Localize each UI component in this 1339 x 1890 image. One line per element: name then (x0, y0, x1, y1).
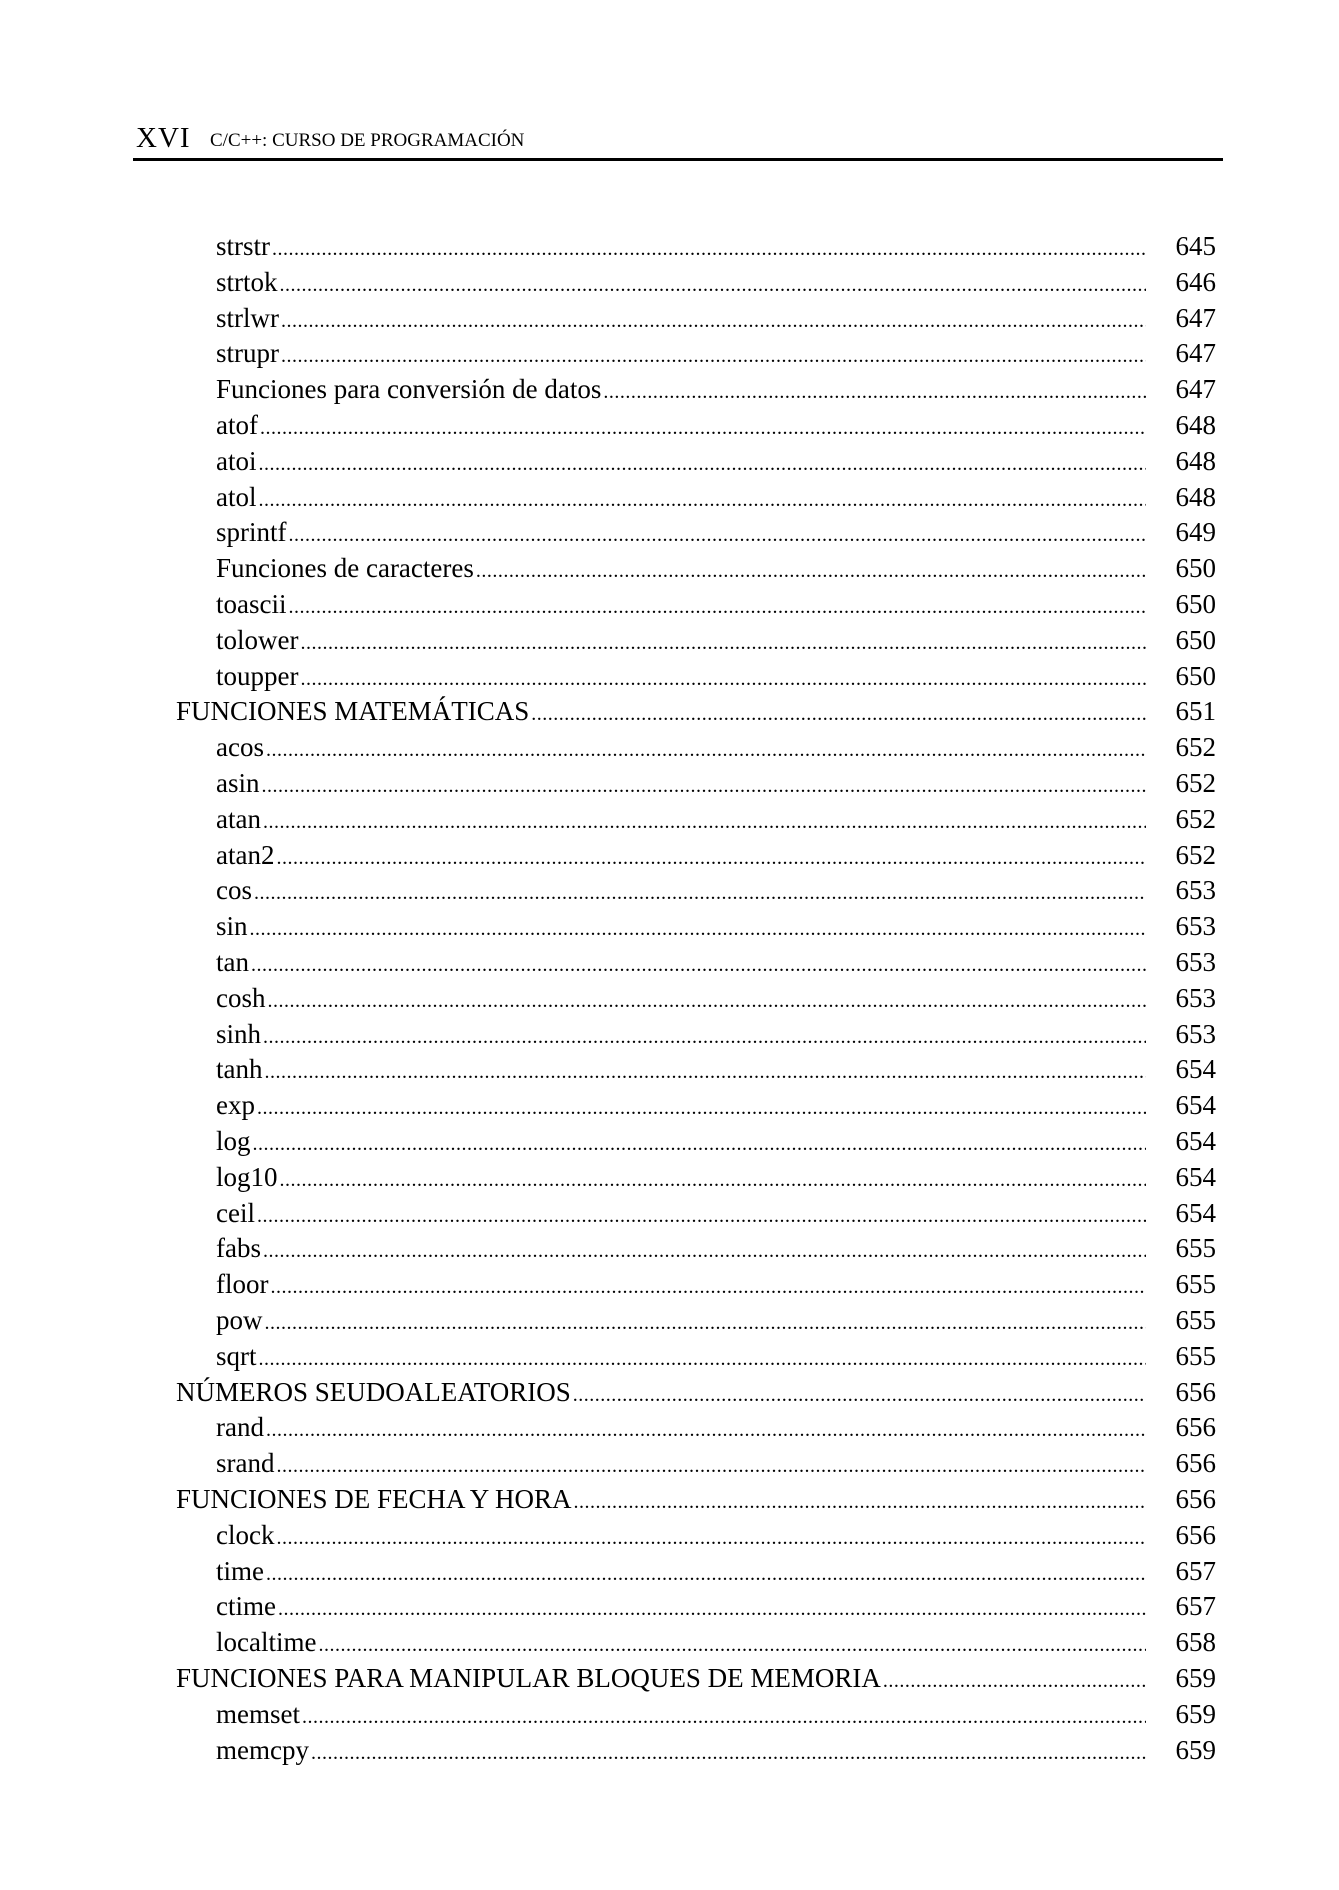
toc-entry-page: 654 (1175, 1198, 1216, 1228)
toc-entry-page: 656 (1175, 1377, 1216, 1407)
toc-entry-label: time (216, 1556, 264, 1586)
toc-entry-page: 647 (1175, 338, 1216, 368)
toc-section-entry[interactable] (176, 1481, 1150, 1517)
toc-entry-page: 653 (1175, 875, 1216, 905)
toc-entry-label: NÚMEROS SEUDOALEATORIOS (176, 1377, 571, 1407)
dot-leader (288, 589, 1146, 622)
toc-entry-page: 653 (1175, 947, 1216, 977)
toc-entry-page: 656 (1175, 1448, 1216, 1478)
dot-leader (289, 517, 1147, 550)
toc-entry[interactable] (216, 908, 1150, 944)
toc-entry[interactable] (216, 729, 1150, 765)
toc-entry-label: asin (216, 768, 260, 798)
toc-entry-page: 657 (1175, 1591, 1216, 1621)
toc-entry-label: acos (216, 732, 264, 762)
toc-entry[interactable] (216, 872, 1150, 908)
toc-section-entry[interactable] (176, 693, 1150, 729)
toc-entry-page: 645 (1175, 231, 1216, 261)
dot-leader (263, 804, 1146, 837)
dot-leader (257, 1090, 1146, 1123)
toc-entry-label: tan (216, 947, 249, 977)
toc-entry[interactable] (216, 1087, 1150, 1123)
toc-section-entry[interactable] (176, 1374, 1150, 1410)
toc-entry-page: 654 (1175, 1162, 1216, 1192)
dot-leader (531, 696, 1146, 729)
toc-entry-page: 655 (1175, 1305, 1216, 1335)
toc-entry-page: 648 (1175, 446, 1216, 476)
toc-entry-label: memcpy (216, 1735, 309, 1765)
toc-entry[interactable] (216, 479, 1150, 515)
toc-entry[interactable] (216, 586, 1150, 622)
toc-entry-page: 655 (1175, 1233, 1216, 1263)
toc-entry-label: FUNCIONES PARA MANIPULAR BLOQUES DE MEMORIA (176, 1663, 881, 1693)
toc-entry-page: 659 (1175, 1735, 1216, 1765)
toc-entry[interactable] (216, 1624, 1150, 1660)
toc-entry[interactable] (216, 1409, 1150, 1445)
toc-entry-page: 648 (1175, 482, 1216, 512)
dot-leader (251, 947, 1146, 980)
toc-entry-label: sprintf (216, 517, 287, 547)
toc-entry-label: Funciones para conversión de datos (216, 374, 602, 404)
toc-entry[interactable] (216, 765, 1150, 801)
dot-leader (276, 1448, 1146, 1481)
toc-entry-label: FUNCIONES DE FECHA Y HORA (176, 1484, 572, 1514)
dot-leader (574, 1484, 1146, 1517)
dot-leader (276, 1520, 1146, 1553)
toc-entry-page: 646 (1175, 267, 1216, 297)
dot-leader (281, 303, 1146, 336)
toc-entry-page: 647 (1175, 303, 1216, 333)
toc-entry-label: floor (216, 1269, 269, 1299)
toc-entry-page: 647 (1175, 374, 1216, 404)
toc-entry-label: log (216, 1126, 251, 1156)
toc-entry-page: 652 (1175, 768, 1216, 798)
dot-leader (265, 1054, 1147, 1087)
dot-leader (262, 768, 1147, 801)
toc-entry-label: clock (216, 1520, 275, 1550)
toc-entry-page: 655 (1175, 1269, 1216, 1299)
toc-entry-label: atan2 (216, 840, 275, 870)
toc-entry-label: atan (216, 804, 261, 834)
toc-entry-label: srand (216, 1448, 275, 1478)
toc-entry[interactable] (216, 1445, 1150, 1481)
toc-entry-page: 658 (1175, 1627, 1216, 1657)
toc-entry-label: memset (216, 1699, 300, 1729)
toc-entry-page: 654 (1175, 1054, 1216, 1084)
toc-entry-label: rand (216, 1412, 264, 1442)
toc-entry[interactable] (216, 1588, 1150, 1624)
dot-leader (300, 661, 1146, 694)
toc-entry[interactable] (216, 1230, 1150, 1266)
toc-entry[interactable] (216, 1696, 1150, 1732)
toc-entry[interactable] (216, 228, 1150, 264)
dot-leader (266, 1556, 1146, 1589)
dot-leader (259, 1341, 1147, 1374)
toc-entry-label: fabs (216, 1233, 261, 1263)
running-header (133, 122, 1223, 161)
toc-entry-page: 650 (1175, 661, 1216, 691)
dot-leader (257, 1198, 1146, 1231)
toc-entry[interactable] (216, 622, 1150, 658)
toc-entry-page: 650 (1175, 553, 1216, 583)
dot-leader (268, 983, 1147, 1016)
toc-entry-page: 650 (1175, 589, 1216, 619)
toc-entry[interactable] (216, 1123, 1150, 1159)
toc-entry-label: FUNCIONES MATEMÁTICAS (176, 696, 530, 726)
toc-entry-label: localtime (216, 1627, 317, 1657)
dot-leader (311, 1735, 1146, 1768)
toc-entry-label: cos (216, 875, 252, 905)
toc-entry-page: 655 (1175, 1341, 1216, 1371)
toc-entry-label: Funciones de caracteres (216, 553, 474, 583)
toc-entry-label: sin (216, 911, 248, 941)
dot-leader (280, 267, 1146, 300)
toc-entry[interactable] (216, 801, 1150, 837)
dot-leader (263, 1019, 1146, 1052)
dot-leader (270, 1269, 1146, 1302)
toc-entry-label: toascii (216, 589, 287, 619)
dot-leader (266, 1412, 1146, 1445)
dot-leader (263, 1233, 1146, 1266)
dot-leader (476, 553, 1146, 586)
toc-entry-label: atoi (216, 446, 257, 476)
toc-entry[interactable] (216, 1338, 1150, 1374)
toc-entry-page: 653 (1175, 1019, 1216, 1049)
toc-entry-label: toupper (216, 661, 299, 691)
toc-entry[interactable] (216, 1016, 1150, 1052)
toc-entry-page: 652 (1175, 804, 1216, 834)
dot-leader (266, 732, 1146, 765)
dot-leader (265, 1305, 1147, 1338)
toc-entry-page: 656 (1175, 1412, 1216, 1442)
toc-entry-label: exp (216, 1090, 255, 1120)
dot-leader (573, 1377, 1146, 1410)
toc-entry[interactable] (216, 443, 1150, 479)
toc-entry-page: 657 (1175, 1556, 1216, 1586)
toc-entry-page: 653 (1175, 983, 1216, 1013)
toc-entry-page: 653 (1175, 911, 1216, 941)
book-title: C/C++: CURSO DE PROGRAMACIÓN (210, 130, 525, 151)
toc-entry-label: strupr (216, 338, 279, 368)
toc-entry[interactable] (216, 264, 1150, 300)
dot-leader (278, 1591, 1146, 1624)
dot-leader (254, 875, 1146, 908)
dot-leader (302, 1699, 1146, 1732)
toc-entry[interactable] (216, 980, 1150, 1016)
toc-entry-label: pow (216, 1305, 263, 1335)
dot-leader (883, 1663, 1146, 1696)
dot-leader (259, 446, 1147, 479)
toc-entry[interactable] (216, 658, 1150, 694)
toc-entry-page: 659 (1175, 1663, 1216, 1693)
toc-entry[interactable] (216, 1732, 1150, 1768)
toc-entry-label: ctime (216, 1591, 276, 1621)
dot-leader (300, 625, 1146, 658)
toc-entry-page: 654 (1175, 1126, 1216, 1156)
toc-entry-page: 648 (1175, 410, 1216, 440)
toc-entry[interactable] (216, 1266, 1150, 1302)
toc-entry[interactable] (216, 1051, 1150, 1087)
toc-entry[interactable] (216, 1195, 1150, 1231)
dot-leader (318, 1627, 1146, 1660)
toc-entry[interactable] (216, 1302, 1150, 1338)
dot-leader (276, 840, 1146, 873)
toc-entry-label: atof (216, 410, 258, 440)
toc-entry[interactable] (216, 335, 1150, 371)
toc-entry[interactable] (216, 944, 1150, 980)
dot-leader (250, 911, 1146, 944)
toc-entry-label: sinh (216, 1019, 262, 1049)
toc-entry[interactable] (216, 407, 1150, 443)
dot-leader (280, 1162, 1146, 1195)
dot-leader (272, 231, 1146, 264)
dot-leader (253, 1126, 1146, 1159)
toc-entry-page: 650 (1175, 625, 1216, 655)
toc-entry[interactable] (216, 1553, 1150, 1589)
toc-entry-label: atol (216, 482, 257, 512)
toc-entry[interactable] (216, 371, 1150, 407)
dot-leader (260, 410, 1146, 443)
toc-entry-label: tolower (216, 625, 299, 655)
toc-entry[interactable] (216, 514, 1150, 550)
toc-entry[interactable] (216, 550, 1150, 586)
toc-entry-label: strstr (216, 231, 270, 261)
dot-leader (281, 338, 1146, 371)
page-number: XVI (136, 122, 191, 154)
toc-entry[interactable] (216, 300, 1150, 336)
toc-entry-page: 652 (1175, 732, 1216, 762)
toc-section-entry[interactable] (176, 1660, 1150, 1696)
toc-entry[interactable] (216, 1159, 1150, 1195)
toc-entry-label: strlwr (216, 303, 279, 333)
toc-entry-page: 656 (1175, 1484, 1216, 1514)
toc-entry-page: 651 (1175, 696, 1216, 726)
toc-entry-label: cosh (216, 983, 266, 1013)
toc-entry-page: 649 (1175, 517, 1216, 547)
toc-entry-label: strtok (216, 267, 278, 297)
dot-leader (603, 374, 1146, 407)
toc-entry-page: 654 (1175, 1090, 1216, 1120)
toc-entry[interactable] (216, 837, 1150, 873)
toc-entry[interactable] (216, 1517, 1150, 1553)
toc-entry-label: tanh (216, 1054, 263, 1084)
toc-entry-page: 659 (1175, 1699, 1216, 1729)
toc-entry-page: 656 (1175, 1520, 1216, 1550)
toc-entry-page: 652 (1175, 840, 1216, 870)
toc-entry-label: ceil (216, 1198, 255, 1228)
dot-leader (259, 482, 1147, 515)
toc-entry-label: sqrt (216, 1341, 257, 1371)
toc-entry-label: log10 (216, 1162, 278, 1192)
